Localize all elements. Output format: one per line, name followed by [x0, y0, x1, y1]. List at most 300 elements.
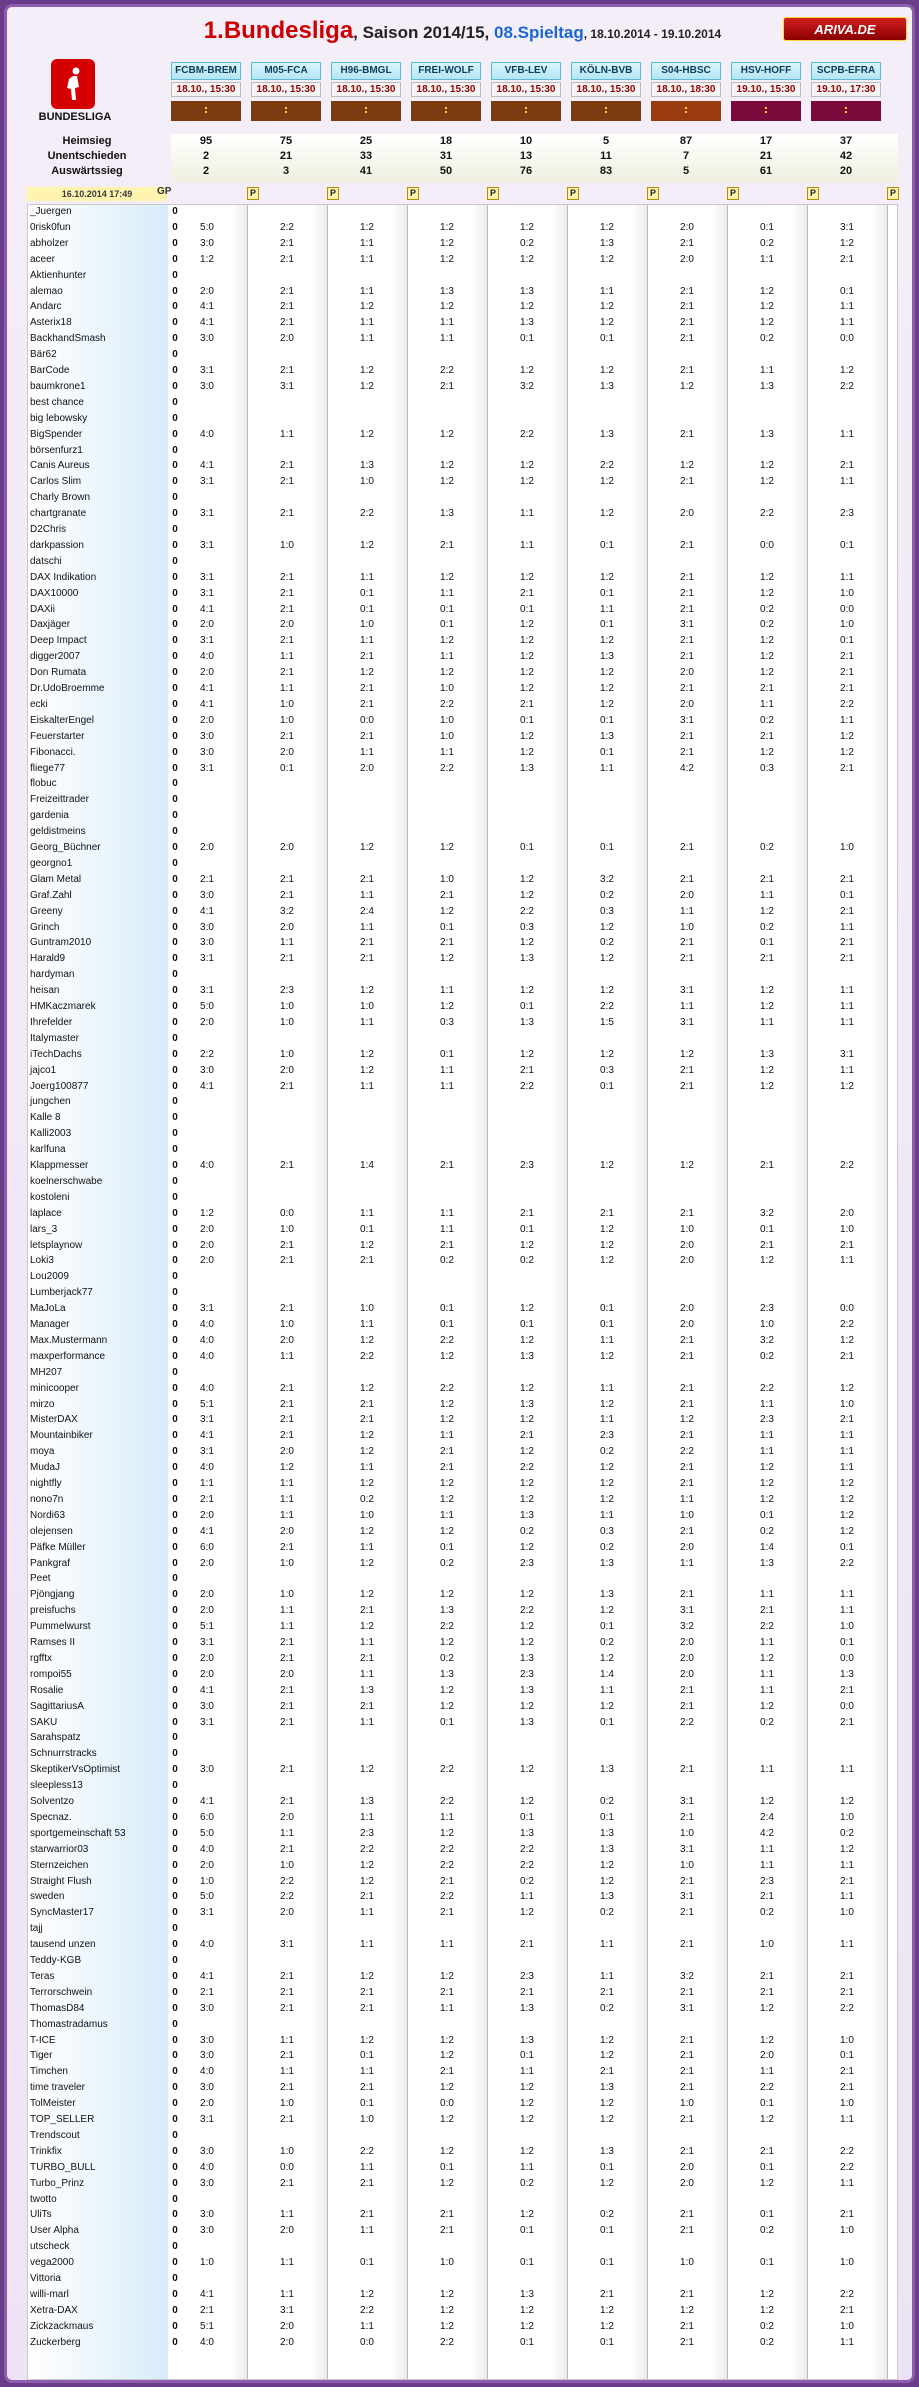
tip-cell: 0:0 [280, 2161, 294, 2173]
user-name[interactable]: MaJoLa [30, 1303, 66, 1315]
tip-cell: 2:0 [200, 667, 214, 679]
user-name[interactable]: DAX Indikation [30, 571, 97, 583]
user-name[interactable]: Graf.Zahl [30, 889, 72, 901]
points-tag: P [567, 187, 579, 200]
tip-cell: 2:0 [760, 2050, 774, 2062]
user-name[interactable]: big lebowsky [30, 412, 88, 424]
tip-cell: 2:2 [520, 1605, 534, 1617]
tip-cell: 1:1 [840, 1859, 854, 1871]
tip-cell: 1:2 [520, 1048, 534, 1060]
tip-cell: 1:2 [360, 1239, 374, 1251]
tip-cell: 1:1 [840, 1064, 854, 1076]
user-name[interactable]: lars_3 [30, 1223, 58, 1235]
user-points: 0 [172, 714, 178, 726]
user-name[interactable]: Xetra-DAX [30, 2304, 78, 2316]
tip-cell: 1:1 [760, 1446, 774, 1458]
tip-cell: 2:4 [360, 905, 374, 917]
user-name[interactable]: Timchen [30, 2066, 68, 2078]
user-name[interactable]: utscheck [30, 2241, 70, 2253]
tip-cell: 0:2 [520, 1255, 534, 1267]
user-points: 0 [172, 1048, 178, 1060]
user-name[interactable]: Mountainbiker [30, 1430, 93, 1442]
user-name[interactable]: vega2000 [30, 2257, 74, 2269]
user-name[interactable]: laplace [30, 1207, 62, 1219]
tip-cell: 1:2 [440, 2082, 454, 2094]
stat-away: 41 [359, 165, 373, 177]
tip-cell: 1:0 [840, 2320, 854, 2332]
user-name[interactable]: maxperformance [30, 1350, 106, 1362]
tip-cell: 2:1 [680, 2034, 694, 2046]
user-points: 0 [172, 444, 178, 456]
user-name[interactable]: Peet [30, 1573, 51, 1585]
user-name[interactable]: preisfuchs [30, 1605, 76, 1617]
tip-cell: 2:2 [280, 221, 294, 233]
user-name[interactable]: Kalle 8 [30, 1112, 61, 1124]
tip-cell: 1:1 [680, 905, 694, 917]
match-name[interactable]: H96-BMGL [331, 62, 401, 80]
tip-cell: 1:0 [680, 1827, 694, 1839]
user-name[interactable]: hardyman [30, 969, 75, 981]
table-row [28, 300, 897, 316]
user-name[interactable]: MH207 [30, 1366, 63, 1378]
user-name[interactable]: User Alpha [30, 2225, 79, 2237]
user-name[interactable]: sleepless13 [30, 1780, 83, 1792]
user-name[interactable]: abholzer [30, 237, 69, 249]
user-name[interactable]: TURBO_BULL [30, 2161, 96, 2173]
match-name[interactable]: M05-FCA [251, 62, 321, 80]
stat-away: 2 [202, 165, 210, 177]
tip-cell: 2:1 [680, 1462, 694, 1474]
user-name[interactable]: Päfke Müller [30, 1541, 86, 1553]
user-name[interactable]: Canis Aureus [30, 460, 90, 472]
user-name[interactable]: Thomastradamus [30, 2018, 108, 2030]
tip-cell: 1:0 [680, 2098, 694, 2110]
tip-cell: 2:1 [840, 651, 854, 663]
tip-cell: 1:2 [840, 237, 854, 249]
tip-cell: 2:2 [360, 1843, 374, 1855]
stat-draw: 31 [439, 150, 453, 162]
user-name[interactable]: Freizeittrader [30, 794, 89, 806]
user-name[interactable]: DAXii [30, 603, 56, 615]
user-name[interactable]: Trinkfix [30, 2145, 62, 2157]
tip-cell: 0:2 [760, 603, 774, 615]
tip-cell: 4:2 [760, 1827, 774, 1839]
tip-cell: 2:2 [440, 1859, 454, 1871]
user-name[interactable]: Pjöngjang [30, 1589, 75, 1601]
user-name[interactable]: jajco1 [30, 1064, 57, 1076]
table-row [28, 2224, 897, 2240]
user-name[interactable]: time traveler [30, 2082, 86, 2094]
tip-cell: 1:2 [440, 1637, 454, 1648]
user-points: 0 [172, 2129, 178, 2141]
tip-cell: 2:1 [280, 635, 294, 647]
user-name[interactable]: Bär62 [30, 349, 57, 361]
tip-cell: 1:0 [440, 683, 454, 694]
user-name[interactable]: börsenfurz1 [30, 444, 83, 456]
table-row [28, 1954, 897, 1970]
user-name[interactable]: willi-marl [30, 2288, 69, 2300]
user-name[interactable]: Grinch [30, 921, 60, 933]
stat-away: 83 [599, 165, 613, 177]
tip-cell: 2:1 [520, 1064, 534, 1076]
tip-cell: 2:1 [360, 1652, 374, 1664]
user-name[interactable]: MudaJ [30, 1462, 61, 1474]
tip-cell: 1:2 [840, 730, 854, 742]
user-name[interactable]: georgno1 [30, 857, 73, 869]
user-name[interactable]: rompoi55 [30, 1668, 72, 1680]
table-row [28, 730, 897, 746]
user-name[interactable]: Glam Metal [30, 873, 82, 885]
tip-cell: 2:1 [840, 1350, 854, 1362]
user-name[interactable]: olejensen [30, 1525, 73, 1537]
tip-cell: 1:2 [760, 667, 774, 679]
user-name[interactable]: Lou2009 [30, 1271, 69, 1283]
table-row [28, 936, 897, 952]
tip-cell: 1:1 [360, 1907, 374, 1919]
user-name[interactable]: karlfuna [30, 1144, 66, 1156]
tip-cell: 1:0 [360, 1001, 374, 1012]
tip-cell: 0:2 [440, 1652, 454, 1664]
user-name[interactable]: Terrorschwein [30, 1986, 93, 1998]
user-name[interactable]: flobuc [30, 778, 57, 790]
user-name[interactable]: Daxjäger [30, 619, 71, 631]
tip-cell: 1:2 [440, 1700, 454, 1712]
tip-cell: 2:1 [280, 285, 294, 297]
user-name[interactable]: Solventzo [30, 1796, 74, 1807]
table-row [28, 650, 897, 666]
tip-cell: 1:2 [600, 476, 614, 488]
user-name[interactable]: Italymaster [30, 1032, 79, 1044]
user-name[interactable]: T-ICE [30, 2034, 56, 2046]
user-name[interactable]: Zickzackmaus [30, 2320, 94, 2332]
user-name[interactable]: datschi [30, 555, 62, 567]
tip-cell: 1:1 [600, 1509, 614, 1521]
user-name[interactable]: Turbo_Prinz [30, 2177, 85, 2189]
user-name[interactable]: nightfly [30, 1478, 62, 1489]
user-name[interactable]: Lumberjack77 [30, 1287, 93, 1299]
user-name[interactable]: best chance [30, 396, 84, 408]
user-name[interactable]: HMKaczmarek [30, 1001, 96, 1012]
user-name[interactable]: Teddy-KGB [30, 1955, 82, 1966]
tip-cell: 2:2 [440, 1621, 454, 1633]
user-name[interactable]: Specnaz. [30, 1811, 72, 1823]
tip-cell: 1:1 [760, 1589, 774, 1601]
user-name[interactable]: Sarahspatz [30, 1732, 81, 1744]
user-name[interactable]: Tiger [30, 2050, 53, 2062]
table-row [28, 539, 897, 555]
tip-cell: 2:1 [280, 1684, 294, 1696]
user-name[interactable]: TOP_SELLER [30, 2114, 95, 2125]
tip-cell: 1:1 [760, 2066, 774, 2078]
user-name[interactable]: Greeny [30, 905, 63, 917]
tip-cell: 0:1 [520, 1319, 534, 1330]
user-name[interactable]: heisan [30, 985, 60, 997]
tip-cell: 4:1 [200, 1796, 214, 1807]
match-3 [411, 62, 481, 121]
user-name[interactable]: rgfftx [30, 1652, 53, 1664]
user-points: 0 [172, 1827, 178, 1839]
user-name[interactable]: Deep Impact [30, 635, 87, 647]
user-name[interactable]: Nordi63 [30, 1509, 66, 1521]
table-row [28, 1986, 897, 2002]
user-points: 0 [172, 1955, 178, 1966]
user-name[interactable]: gardenia [30, 810, 69, 822]
match-name[interactable]: FREI-WOLF [411, 62, 481, 80]
user-name[interactable]: Rosalie [30, 1684, 64, 1696]
user-name[interactable]: Pummelwurst [30, 1621, 91, 1633]
user-name[interactable]: starwarrior03 [30, 1843, 89, 1855]
user-points: 0 [172, 1923, 178, 1935]
user-name[interactable]: aceer [30, 253, 56, 265]
user-name[interactable]: Straight Flush [30, 1875, 92, 1887]
table-row [28, 1890, 897, 1906]
tip-cell: 1:2 [440, 2177, 454, 2189]
user-name[interactable]: chartgranate [30, 508, 87, 520]
table-row [28, 412, 897, 428]
tip-cell: 0:0 [840, 1652, 854, 1664]
user-points: 0 [172, 2288, 178, 2300]
user-name[interactable]: SkeptikerVsOptimist [30, 1764, 121, 1776]
match-result: : [731, 101, 801, 121]
stat-away: 50 [439, 165, 453, 177]
user-name[interactable]: nono7n [30, 1493, 64, 1505]
tip-cell: 1:1 [360, 2225, 374, 2237]
table-row [28, 1811, 897, 1827]
user-name[interactable]: moya [30, 1446, 55, 1458]
user-name[interactable]: SagittariusA [30, 1700, 84, 1712]
league-title: 1.Bundesliga [203, 17, 354, 44]
tip-cell: 1:2 [360, 667, 374, 679]
user-name[interactable]: baumkrone1 [30, 380, 86, 392]
user-name[interactable]: Joerg100877 [30, 1080, 89, 1092]
user-name[interactable]: Pankgraf [30, 1557, 71, 1569]
tip-cell: 1:2 [760, 1493, 774, 1505]
tip-cell: 0:2 [600, 2002, 614, 2014]
user-name[interactable]: minicooper [30, 1382, 79, 1394]
tip-cell: 1:2 [440, 2050, 454, 2062]
tip-cell: 0:1 [600, 842, 614, 853]
tip-cell: 1:2 [440, 667, 454, 679]
user-name[interactable]: Zuckerberg [30, 2336, 81, 2348]
ariva-logo[interactable]: ARIVA.DE [783, 17, 907, 41]
tip-cell: 0:1 [760, 2257, 774, 2269]
tip-cell: 1:1 [360, 285, 374, 297]
user-name[interactable]: darkpassion [30, 539, 84, 551]
tip-cell: 1:0 [840, 2034, 854, 2046]
stat-home: 18 [439, 135, 453, 147]
tip-cell: 1:2 [600, 2098, 614, 2110]
user-name[interactable]: Georg_Büchner [30, 842, 101, 853]
user-name[interactable]: TolMeister [30, 2098, 76, 2110]
user-name[interactable]: mirzo [30, 1398, 55, 1410]
user-name[interactable]: digger2007 [30, 651, 81, 663]
user-points: 0 [172, 1382, 178, 1394]
tip-cell: 0:1 [440, 1541, 454, 1553]
user-name[interactable]: _Juergen [30, 206, 72, 217]
tip-cell: 1:1 [760, 1843, 774, 1855]
table-row [28, 269, 897, 285]
tip-cell: 2:1 [840, 2082, 854, 2094]
tip-cell: 1:1 [360, 317, 374, 329]
tip-cell: 2:0 [200, 1223, 214, 1235]
tip-cell: 4:1 [200, 460, 214, 472]
tip-cell: 2:2 [840, 1160, 854, 1171]
user-points: 0 [172, 635, 178, 647]
tip-cell: 0:1 [840, 2050, 854, 2062]
user-name[interactable]: Ihrefelder [30, 1016, 73, 1028]
user-name[interactable]: Aktienhunter [30, 269, 87, 281]
tip-cell: 0:1 [520, 714, 534, 726]
user-name[interactable]: twotto [30, 2193, 57, 2205]
user-name[interactable]: sportgemeinschaft 53 [30, 1827, 126, 1839]
tip-cell: 2:1 [840, 1986, 854, 1998]
user-name[interactable]: sweden [30, 1891, 65, 1903]
tip-cell: 2:2 [840, 2161, 854, 2173]
user-name[interactable]: Vittoria [30, 2273, 61, 2284]
stat-label-away: Auswärtssieg [51, 165, 123, 177]
tip-cell: 2:2 [200, 1048, 214, 1060]
user-name[interactable]: Don Rumata [30, 667, 87, 679]
user-name[interactable]: letsplaynow [30, 1239, 83, 1251]
tip-cell: 3:0 [200, 1700, 214, 1712]
match-name[interactable]: SCPB-EFRA [811, 62, 881, 80]
user-name[interactable]: Trendscout [30, 2129, 80, 2141]
tip-cell: 1:4 [600, 1668, 614, 1680]
tip-cell: 2:2 [440, 1764, 454, 1776]
table-row [28, 1413, 897, 1429]
user-name[interactable]: Dr.UdoBroemme [30, 683, 105, 694]
user-name[interactable]: iTechDachs [30, 1048, 82, 1060]
user-name[interactable]: Harald9 [30, 953, 66, 965]
tip-cell: 1:1 [840, 985, 854, 997]
table-row [28, 491, 897, 507]
user-points: 0 [172, 2082, 178, 2094]
tip-cell: 1:1 [280, 428, 294, 440]
user-name[interactable]: Loki3 [30, 1255, 54, 1267]
user-name[interactable]: Klappmesser [30, 1160, 89, 1171]
tip-cell: 0:2 [760, 1350, 774, 1362]
user-name[interactable]: koelnerschwabe [30, 1175, 103, 1187]
user-name[interactable]: Carlos Slim [30, 476, 82, 488]
tip-cell: 0:2 [600, 1796, 614, 1807]
user-name[interactable]: jungchen [30, 1096, 71, 1108]
tip-cell: 1:2 [840, 1525, 854, 1537]
user-name[interactable]: Kalli2003 [30, 1128, 72, 1140]
points-tag: P [327, 187, 339, 200]
tip-cell: 2:1 [680, 539, 694, 551]
tip-cell: 0:0 [360, 2336, 374, 2348]
user-name[interactable]: alemao [30, 285, 63, 297]
tip-cell: 1:2 [520, 1637, 534, 1648]
user-name[interactable]: tajj [30, 1923, 43, 1935]
user-name[interactable]: Sternzeichen [30, 1859, 89, 1871]
tip-cell: 0:2 [840, 1827, 854, 1839]
user-name[interactable]: kostoleni [30, 1191, 70, 1203]
table-row [28, 2256, 897, 2272]
user-name[interactable]: geldistmeins [30, 826, 86, 838]
user-name[interactable]: BackhandSmash [30, 333, 106, 345]
tip-cell: 2:0 [200, 619, 214, 631]
tip-cell: 2:1 [360, 1700, 374, 1712]
user-name[interactable]: UliTs [30, 2209, 52, 2221]
user-points: 0 [172, 492, 178, 504]
tip-cell: 1:1 [440, 1939, 454, 1951]
user-name[interactable]: Guntram2010 [30, 937, 92, 949]
user-name[interactable]: Ramses II [30, 1637, 76, 1648]
tip-cell: 1:3 [520, 1016, 534, 1028]
user-name[interactable]: Schnurrstracks [30, 1748, 97, 1760]
user-name[interactable]: EiskalterEngel [30, 714, 94, 726]
user-points: 0 [172, 1557, 178, 1569]
tip-cell: 1:2 [440, 1414, 454, 1426]
tip-cell: 2:2 [600, 460, 614, 472]
tip-cell: 2:1 [280, 571, 294, 583]
tip-cell: 2:0 [680, 2177, 694, 2189]
user-name[interactable]: fliege77 [30, 762, 66, 774]
tip-cell: 4:1 [200, 1430, 214, 1442]
table-row [28, 1541, 897, 1557]
user-name[interactable]: Asterix18 [30, 317, 72, 329]
tip-cell: 1:2 [600, 667, 614, 679]
user-name[interactable]: tausend unzen [30, 1939, 96, 1951]
user-name[interactable]: Teras [30, 1970, 55, 1982]
table-row [28, 889, 897, 905]
tip-cell: 1:2 [520, 2098, 534, 2110]
user-name[interactable]: D2Chris [30, 524, 67, 535]
user-name[interactable]: Manager [30, 1319, 70, 1330]
tip-cell: 1:3 [520, 1350, 534, 1362]
match-name[interactable]: KÖLN-BVB [571, 62, 641, 80]
tip-cell: 1:2 [520, 2320, 534, 2332]
tip-cell: 1:2 [600, 571, 614, 583]
user-name[interactable]: 0risk0fun [30, 221, 71, 233]
user-name[interactable]: ThomasD84 [30, 2002, 85, 2014]
tip-cell: 1:1 [440, 985, 454, 997]
user-name[interactable]: Max.Mustermann [30, 1334, 108, 1346]
user-points: 0 [172, 2050, 178, 2062]
tip-cell: 2:2 [280, 1891, 294, 1903]
tip-cell: 1:1 [280, 2288, 294, 2300]
tip-cell: 2:0 [680, 1255, 694, 1267]
match-name[interactable]: HSV-HOFF [731, 62, 801, 80]
user-name[interactable]: BarCode [30, 365, 70, 376]
table-row [28, 1175, 897, 1191]
user-name[interactable]: ecki [30, 698, 48, 710]
tip-cell: 0:1 [360, 2098, 374, 2110]
tip-cell: 2:1 [440, 1160, 454, 1171]
table-row [28, 809, 897, 825]
user-name[interactable]: Feuerstarter [30, 730, 85, 742]
tip-cell: 3:0 [200, 2002, 214, 2014]
user-name[interactable]: SyncMaster17 [30, 1907, 94, 1919]
user-name[interactable]: Andarc [30, 301, 62, 313]
spieltag-link[interactable]: 08.Spieltag [493, 23, 584, 42]
tip-cell: 0:1 [440, 921, 454, 933]
user-name[interactable]: MisterDAX [30, 1414, 78, 1426]
user-name[interactable]: Charly Brown [30, 492, 91, 504]
user-name[interactable]: SAKU [30, 1716, 58, 1728]
user-name[interactable]: Fibonacci. [30, 746, 76, 758]
user-name[interactable]: DAX10000 [30, 587, 79, 599]
tip-cell: 1:1 [840, 1891, 854, 1903]
tip-cell: 1:2 [440, 1398, 454, 1410]
stat-draw: 11 [600, 150, 612, 162]
match-name[interactable]: VFB-LEV [491, 62, 561, 80]
match-name[interactable]: S04-HBSC [651, 62, 721, 80]
match-name[interactable]: FCBM-BREM [171, 62, 241, 80]
table-row [28, 1286, 897, 1302]
user-name[interactable]: BigSpender [30, 428, 83, 440]
